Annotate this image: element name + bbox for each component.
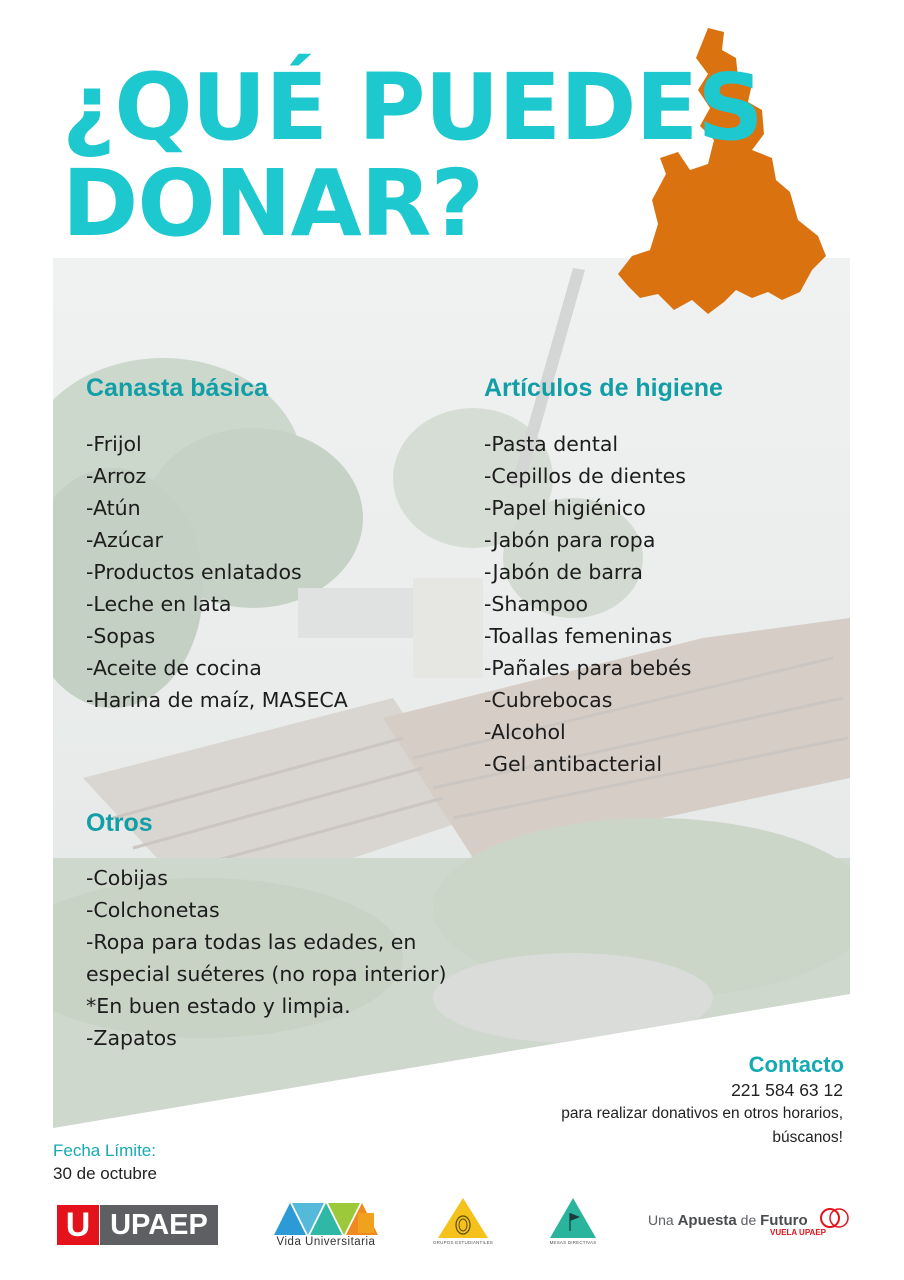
list-item: -Frijol [86, 432, 142, 456]
section-title-higiene: Artículos de higiene [484, 374, 723, 402]
list-item: -Papel higiénico [484, 496, 646, 520]
section-title-otros: Otros [86, 809, 153, 837]
una-apuesta-de-futuro-logo [648, 1212, 808, 1229]
list-item: -Atún [86, 496, 141, 520]
list-item: -Harina de maíz, MASECA [86, 688, 348, 712]
upaep-logo-u: U [65, 1206, 91, 1244]
list-item: -Cobijas [86, 866, 168, 890]
vida-universitaria-logo-icon [272, 1201, 382, 1237]
list-item: -Colchonetas [86, 898, 220, 922]
title-line-1: ¿QUÉ PUEDES [62, 54, 763, 161]
mesas-directivas-logo-icon [549, 1197, 597, 1239]
higiene-list [484, 428, 691, 780]
future-word-3: de [740, 1212, 757, 1228]
list-item: -Arroz [86, 464, 147, 488]
otros-list [86, 862, 446, 1054]
title-line-2: DONAR? [62, 150, 483, 257]
section-title-canasta: Canasta básica [86, 374, 269, 402]
grupos-estudiantiles-label: GRUPOS ESTUDIANTILES [432, 1240, 493, 1245]
deadline-date: 30 de octubre [53, 1164, 157, 1183]
list-item: -Jabón de barra [484, 560, 643, 584]
deadline-label: Fecha Límite: [53, 1141, 156, 1160]
grupos-estudiantiles-logo-icon [437, 1197, 489, 1239]
list-item: -Ropa para todas las edades, en [86, 930, 417, 954]
list-item: -Aceite de cocina [86, 656, 262, 680]
list-item: especial suéteres (no ropa interior) [86, 962, 447, 986]
list-item: -Pasta dental [484, 432, 619, 456]
vida-universitaria-label: Vida Universitaria [276, 1236, 376, 1248]
list-item: -Cepillos de dientes [484, 464, 686, 488]
list-item: -Pañales para bebés [484, 656, 692, 680]
list-item: -Alcohol [484, 720, 566, 744]
list-item: -Toallas femeninas [484, 624, 673, 648]
list-item: *En buen estado y limpia. [86, 994, 351, 1018]
list-item: -Leche en lata [86, 592, 232, 616]
future-word-4: Futuro [760, 1212, 808, 1229]
list-item: -Sopas [86, 624, 156, 648]
canasta-list [86, 428, 348, 716]
future-word-2: Apuesta [677, 1212, 737, 1229]
contact-phone: 221 584 63 12 [731, 1080, 843, 1100]
future-word-1: Una [648, 1212, 674, 1228]
contact-title: Contacto [748, 1052, 844, 1077]
list-item: -Gel antibacterial [484, 752, 663, 776]
contact-note: para realizar donativos en otros horarios, búscanos! [561, 1105, 843, 1146]
vuela-upaep-label: VUELA UPAEP [770, 1228, 827, 1237]
list-item: -Zapatos [86, 1026, 177, 1050]
page-title [62, 54, 763, 257]
list-item: -Jabón para ropa [484, 528, 656, 552]
upaep-logo-text: UPAEP [110, 1209, 208, 1241]
list-item: -Azúcar [86, 528, 163, 552]
future-swirl-icon [818, 1206, 852, 1230]
list-item: -Productos enlatados [86, 560, 302, 584]
list-item: -Cubrebocas [484, 688, 613, 712]
list-item: -Shampoo [484, 592, 589, 616]
mesas-directivas-label: MESAS DIRECTIVAS [549, 1240, 597, 1245]
